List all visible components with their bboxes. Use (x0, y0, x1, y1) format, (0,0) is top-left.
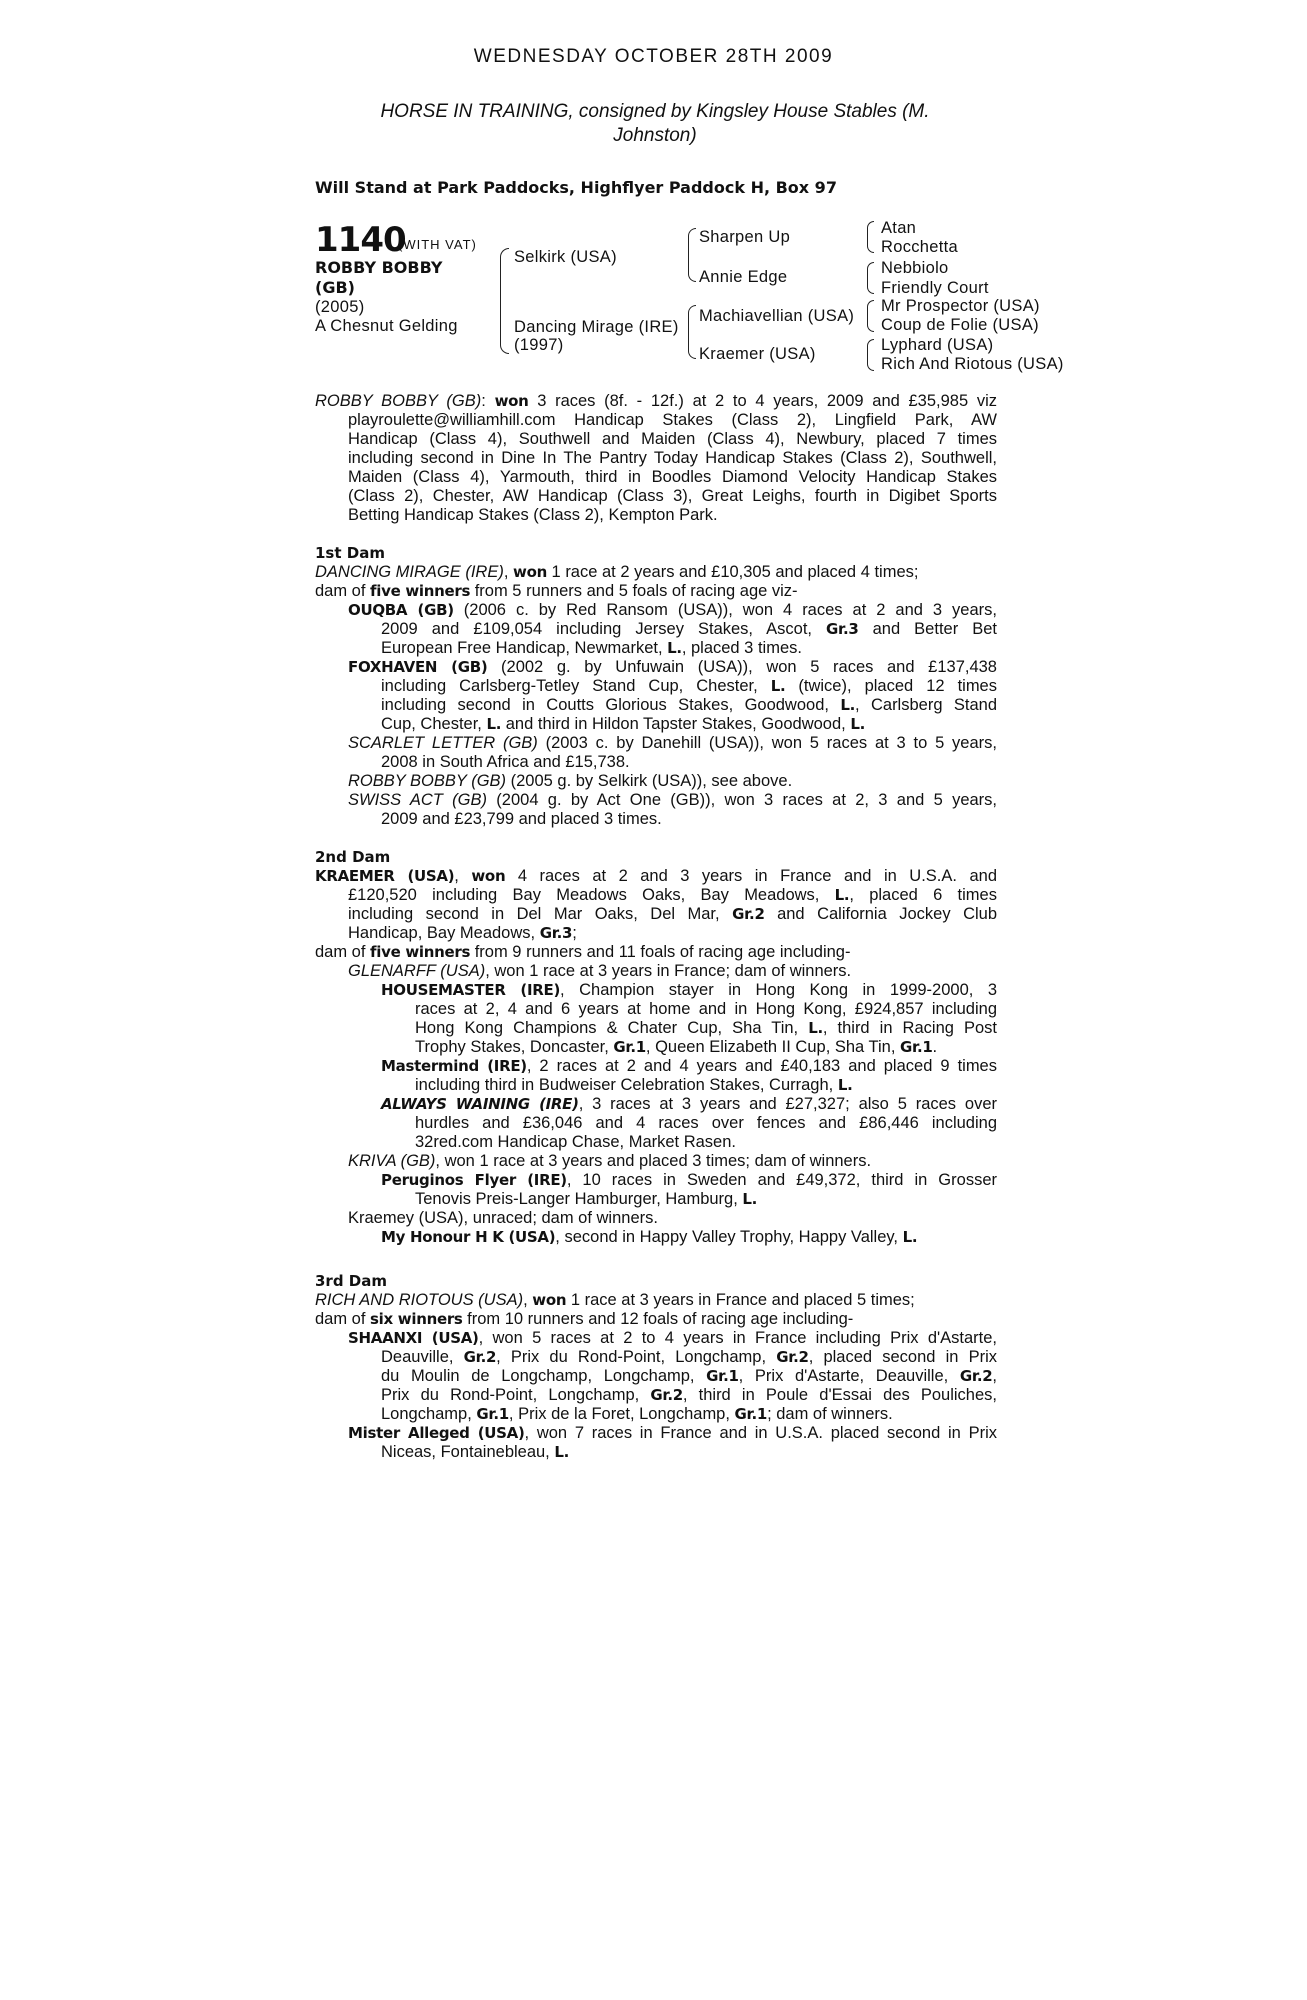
kraemey-line: Kraemey (USA), unraced; dam of winners. (348, 1209, 658, 1227)
always-waining-line-2: hurdles and £36,046 and 4 races over fences and £86,446 including (415, 1114, 997, 1132)
second-dam-won: won (471, 867, 506, 885)
race-record: ROBBY BOBBY (GB): won 3 races (8f. - 12f.) at 2 to 4 years, 2009 and £35,985 viz playroulette@williamhill.com Handicap Stakes (Class 2), Lingfield Park, AW Handicap (Class 4), Southwell and Maiden (Class 4), Newbury, placed 7 times including second in Dine In The Pantry Today Handicap Stakes (Class 2), Southwell, Maiden (Class 4), Yarmouth, third in Boodles Diamond Velocity Handicap Stakes (Class 2), Chester, AW Handicap (Class 3), Great Leighs, fourth in Digibet Sports Betting Handicap Stakes (Class 2), Kempton Park. (315, 392, 998, 524)
record-horse-name: ROBBY BOBBY (GB) (315, 392, 482, 410)
ouqba-line-2a: 2009 and £109,054 including Jersey Stakes, Ascot, (381, 620, 827, 638)
pedigree-sire: Selkirk (USA) (514, 248, 617, 266)
swiss-name: SWISS ACT (GB) (348, 791, 487, 809)
second-dam-damof-a: dam of (315, 943, 371, 961)
peruginos-line-2a: Tenovis Preis-Langer Hamburger, Hamburg, (415, 1190, 743, 1208)
robby-name: ROBBY BOBBY (GB) (348, 772, 507, 790)
always-waining-name: ALWAYS WAINING (IRE) (381, 1095, 579, 1113)
sale-date: WEDNESDAY OCTOBER 28TH 2009 (473, 46, 834, 67)
myhonour-name: My Honour H K (USA) (381, 1228, 556, 1246)
record-line-5: Maiden (Class 4), Yarmouth, third in Boodles Diamond Velocity Handicap Stakes (348, 468, 997, 486)
shaanxi-gr1-a: Gr.1 (706, 1367, 739, 1385)
shaanxi-gr1-c: Gr.1 (734, 1405, 768, 1423)
shaanxi-gr2-a: Gr.2 (463, 1348, 497, 1366)
pedigree-g1: Atan (881, 219, 917, 237)
pedigree-dam-dam: Kraemer (USA) (699, 345, 816, 363)
foxhaven-listed-3: L. (486, 715, 502, 733)
foxhaven-listed-4: L. (850, 715, 865, 733)
third-dam-won: won (532, 1291, 567, 1309)
shaanxi-gr1-b: Gr.1 (476, 1405, 509, 1423)
mastermind-name: Mastermind (IRE) (381, 1057, 527, 1075)
swiss-line-2: 2009 and £23,799 and placed 3 times. (381, 810, 662, 828)
pedigree-g3: Nebbiolo (881, 259, 949, 277)
shaanxi-line-3a: du Moulin de Longchamp, Longchamp, (381, 1367, 707, 1385)
kriva-name: KRIVA (GB) (348, 1152, 436, 1170)
always-waining-line-3: 32red.com Handicap Chase, Market Rasen. (415, 1133, 736, 1151)
housemaster-line-2: races at 2, 4 and 6 years at home and in Hong Kong, £924,857 including (415, 1000, 997, 1018)
scarlet-name: SCARLET LETTER (GB) (348, 734, 538, 752)
pedigree-dam-sire: Machiavellian (USA) (699, 307, 855, 325)
mastermind-line-1: , 2 races at 2 and 4 years and £40,183 and placed 9 times (526, 1057, 997, 1075)
second-dam-line-4b: ; (572, 924, 577, 942)
pedigree-g7: Lyphard (USA) (881, 336, 994, 354)
second-dam-line-2b: , placed 6 times (849, 886, 997, 904)
ouqba-line-2b: and Better Bet (858, 620, 998, 638)
third-dam-winners: six winners (370, 1310, 463, 1328)
mister-alleged-line-1: , won 7 races in France and in U.S.A. placed second in Prix (524, 1424, 997, 1442)
ouqba-line-1: (2006 c. by Red Ransom (USA)), won 4 races at 2 and 3 years, (453, 601, 997, 619)
second-dam-damof-b: from 9 runners and 11 foals of racing age including- (470, 943, 851, 961)
foxhaven-line-1: (2002 g. by Unfuwain (USA)), won 5 races and £137,438 (487, 658, 997, 676)
ouqba-gr3: Gr.3 (826, 620, 859, 638)
housemaster-line-3a: Hong Kong Champions & Chater Cup, Sha Tin, (415, 1019, 809, 1037)
shaanxi-line-5a: Longchamp, (381, 1405, 477, 1423)
housemaster-line-1: , Champion stayer in Hong Kong in 1999-2000, 3 (560, 981, 997, 999)
vat-note: (WITH VAT) (398, 237, 477, 252)
pedigree-g8: Rich And Riotous (USA) (881, 355, 1064, 373)
horse-country: (GB) (315, 278, 355, 297)
mister-alleged-listed: L. (554, 1443, 570, 1461)
record-won: won (494, 392, 529, 410)
shaanxi-line-1: , won 5 races at 2 to 4 years in France including Prix d'Astarte, (478, 1329, 997, 1347)
pedigree-dam: Dancing Mirage (IRE) (514, 318, 679, 336)
shaanxi-gr2-d: Gr.2 (650, 1386, 683, 1404)
record-line-2: playroulette@williamhill.com Handicap Stakes (Class 2), Lingfield Park, AW (348, 411, 997, 429)
foxhaven-name: FOXHAVEN (GB) (348, 658, 488, 676)
shaanxi-line-2c: , placed second in Prix (808, 1348, 997, 1366)
pedigree-brace-1 (500, 248, 509, 354)
third-dam-damof-b: from 10 runners and 12 foals of racing age including- (462, 1310, 854, 1328)
ouqba-name: OUQBA (GB) (348, 601, 454, 619)
third-dam-heading: 3rd Dam (315, 1272, 387, 1290)
first-dam-damof-b: from 5 runners and 5 foals of racing age viz- (470, 582, 798, 600)
first-dam-damof-a: dam of (315, 582, 371, 600)
pedigree-g4: Friendly Court (881, 279, 989, 297)
shaanxi-gr2-b: Gr.2 (776, 1348, 809, 1366)
housemaster-name: HOUSEMASTER (IRE) (381, 981, 561, 999)
shaanxi-line-3c: , (992, 1367, 997, 1385)
pedigree-brace-2 (688, 228, 696, 282)
pedigree-brace-7 (867, 339, 874, 371)
record-line-4: including second in Dine In The Pantry Today Handicap Stakes (Class 2), Southwell, (348, 449, 997, 467)
pedigree-dam-year: (1997) (514, 336, 564, 354)
mastermind-line-2a: including third in Budweiser Celebration Stakes, Curragh, (415, 1076, 838, 1094)
second-dam-gr3: Gr.3 (539, 924, 573, 942)
consignor-line (300, 100, 1010, 148)
first-dam-heading: 1st Dam (315, 544, 385, 562)
consignor-text-2: Johnston) (613, 125, 697, 146)
second-dam-line-3b: and California Jockey Club (764, 905, 997, 923)
myhonour-line-1: , second in Happy Valley Trophy, Happy Valley, (555, 1228, 903, 1246)
pedigree-brace-4 (867, 221, 874, 253)
second-dam-line-2a: £120,520 including Bay Meadows Oaks, Bay Meadows, (348, 886, 835, 904)
glenarff-line-1: , won 1 race at 3 years in France; dam of winners. (485, 962, 852, 980)
second-dam-line-1: 4 races at 2 and 3 years in France and in U.S.A. and (505, 867, 997, 885)
lot-number: 1140 (315, 220, 406, 260)
consignor-text-1: HORSE IN TRAINING, consigned by Kingsley House Stables (M. (380, 101, 930, 122)
swiss-line-1: (2004 g. by Act One (GB)), won 3 races at 2, 3 and 5 years, (487, 791, 998, 809)
housemaster-gr1-a: Gr.1 (613, 1038, 646, 1056)
mister-alleged-line-2a: Niceas, Fontainebleau, (381, 1443, 555, 1461)
record-line-7: Betting Handicap Stakes (Class 2), Kempton Park. (348, 506, 718, 524)
second-dam-heading: 2nd Dam (315, 848, 391, 866)
shaanxi-line-5c: ; dam of winners. (767, 1405, 893, 1423)
foxhaven-line-4b: and third in Hildon Tapster Stakes, Goodwood, (501, 715, 851, 733)
second-dam-listed: L. (834, 886, 850, 904)
first-dam-line-1: 1 race at 2 years and £10,305 and placed 4 times; (546, 563, 919, 581)
housemaster-line-4a: Trophy Stakes, Doncaster, (415, 1038, 614, 1056)
second-dam-name: KRAEMER (USA) (315, 867, 455, 885)
foxhaven-line-2b: (twice), placed 12 times (785, 677, 997, 695)
second-dam-line-4a: Handicap, Bay Meadows, (348, 924, 540, 942)
peruginos-listed: L. (742, 1190, 758, 1208)
housemaster-line-4b: , Queen Elizabeth II Cup, Sha Tin, (645, 1038, 900, 1056)
housemaster-line-3b: , third in Racing Post (822, 1019, 997, 1037)
foxhaven-line-3b: , Carlsberg Stand (855, 696, 997, 714)
horse-description: A Chesnut Gelding (315, 317, 458, 335)
second-dam-winners: five winners (370, 943, 471, 961)
second-dam-gr2: Gr.2 (732, 905, 765, 923)
scarlet-line-2: 2008 in South Africa and £15,738. (381, 753, 630, 771)
third-dam-section: 3rd Dam RICH AND RIOTOUS (USA), won 1 race at 3 years in France and placed 5 times; dam of six winners from 10 runners and 12 foals of racing age including- SHAANXI (USA), won 5 races at 2 to 4 years in France including Prix d'Astarte, Deauville, Gr.2, Prix du Rond-Point, Longchamp, Gr.2, placed second in Prix du Moulin de Longchamp, Longchamp, Gr.1, Prix d'Astarte, Deauville, Gr.2, Prix du Rond-Point, Longchamp, Gr.2, third in Poule d'Essai des Pouliches, Longchamp, Gr.1, Prix de la Foret, Longchamp, Gr.1; dam of winners. Mister Alleged (USA), won 7 races in France and in U.S.A. placed second in Prix Niceas, Fontainebleau, L. (315, 1272, 997, 1461)
third-dam-damof-a: dam of (315, 1310, 371, 1328)
shaanxi-line-4a: Prix du Rond-Point, Longchamp, (381, 1386, 651, 1404)
always-waining-line-1: , 3 races at 3 years and £27,327; also 5 races over (578, 1095, 997, 1113)
third-dam-line-1: 1 race at 3 years in France and placed 5 times; (566, 1291, 915, 1309)
pedigree-g2: Rocchetta (881, 238, 958, 256)
first-dam-name: DANCING MIRAGE (IRE) (315, 563, 504, 581)
shaanxi-line-3b: , Prix d'Astarte, Deauville, (738, 1367, 960, 1385)
shaanxi-line-5b: , Prix de la Foret, Longchamp, (508, 1405, 735, 1423)
shaanxi-line-2a: Deauville, (381, 1348, 464, 1366)
pedigree-brace-6 (867, 300, 874, 332)
pedigree-brace-5 (867, 262, 874, 294)
ouqba-line-3a: European Free Handicap, Newmarket, (381, 639, 668, 657)
foxhaven-line-4a: Cup, Chester, (381, 715, 487, 733)
shaanxi-line-2b: , Prix du Rond-Point, Longchamp, (496, 1348, 777, 1366)
record-line-3: Handicap (Class 4), Southwell and Maiden (Class 4), Newbury, placed 7 times (348, 430, 997, 448)
mastermind-listed: L. (837, 1076, 853, 1094)
peruginos-line-1: , 10 races in Sweden and £49,372, third in Grosser (566, 1171, 997, 1189)
shaanxi-gr2-c: Gr.2 (959, 1367, 993, 1385)
kriva-line-1: , won 1 race at 3 years and placed 3 times; dam of winners. (435, 1152, 872, 1170)
second-dam-section: 2nd Dam KRAEMER (USA), won 4 races at 2 and 3 years in France and in U.S.A. and £120,520 including Bay Meadows Oaks, Bay Meadows, L., placed 6 times including second in Del Mar Oaks, Del Mar, Gr.2 and California Jockey Club Handicap, Bay Meadows, Gr.3; dam of five winners from 9 runners and 11 foals of racing age including- GLENARFF (USA), won 1 race at 3 years in France; dam of winners. HOUSEMASTER (IRE), Champion stayer in Hong Kong in 1999-2000, 3 races at 2, 4 and 6 years at home and in Hong Kong, £924,857 including Hong Kong Champions & Chater Cup, Sha Tin, L., third in Racing Post Trophy Stakes, Doncaster, Gr.1, Queen Elizabeth II Cup, Sha Tin, Gr.1. Mastermind (IRE), 2 races at 2 and 4 years and £40,183 and placed 9 times including third in Budweiser Celebration Stakes, Curragh, L. ALWAYS WAINING (IRE), 3 races at 3 years and £27,327; also 5 races over hurdles and £36,046 and 4 races over fences and £86,446 including 32red.com Handicap Chase, Market Rasen. KRIVA (GB), won 1 race at 3 years and placed 3 times; dam of winners. Peruginos Flyer (IRE), 10 races in Sweden and £49,372, third in Grosser Tenovis Preis-Langer Hamburger, Hamburg, L. Kraemey (USA), unraced; dam of winners. My Honour H K (USA), second in Happy Valley Trophy, Happy Valley, L. (315, 848, 997, 1246)
pedigree-g5: Mr Prospector (USA) (881, 297, 1040, 315)
scarlet-line-1: (2003 c. by Danehill (USA)), won 5 races at 3 to 5 years, (537, 734, 997, 752)
housemaster-listed: L. (808, 1019, 823, 1037)
myhonour-listed: L. (902, 1228, 918, 1246)
first-dam-section: 1st Dam DANCING MIRAGE (IRE), won 1 race at 2 years and £10,305 and placed 4 times; dam of five winners from 5 runners and 5 foals of racing age viz- OUQBA (GB) (2006 c. by Red Ransom (USA)), won 4 races at 2 and 3 years, 2009 and £109,054 including Jersey Stakes, Ascot, Gr.3 and Better Bet European Free Handicap, Newmarket, L., placed 3 times. FOXHAVEN (GB) (2002 g. by Unfuwain (USA)), won 5 races and £137,438 including Carlsberg-Tetley Stand Cup, Chester, L. (twice), placed 12 times including second in Coutts Glorious Stakes, Goodwood, L., Carlsberg Stand Cup, Chester, L. and third in Hildon Tapster Stakes, Goodwood, L. SCARLET LETTER (GB) (2003 c. by Danehill (USA)), won 5 races at 3 to 5 years, 2008 in South Africa and £15,738. ROBBY BOBBY (GB) (2005 g. by Selkirk (USA)), see above. SWISS ACT (GB) (2004 g. by Act One (GB)), won 3 races at 2, 3 and 5 years, 2009 and £23,799 and placed 3 times. (315, 544, 998, 828)
stand-location: Will Stand at Park Paddocks, Highflyer Paddock H, Box 97 (315, 178, 837, 197)
shaanxi-name: SHAANXI (USA) (348, 1329, 479, 1347)
first-dam-winners: five winners (370, 582, 471, 600)
shaanxi-line-4b: , third in Poule d'Essai des Pouliches, (682, 1386, 997, 1404)
horse-year: (2005) (315, 298, 365, 316)
pedigree-brace-3 (688, 305, 696, 359)
pedigree-g6: Coup de Folie (USA) (881, 316, 1039, 334)
peruginos-name: Peruginos Flyer (IRE) (381, 1171, 567, 1189)
second-dam-line-3a: including second in Del Mar Oaks, Del Mar, (348, 905, 733, 923)
horse-name: ROBBY BOBBY (315, 258, 443, 277)
pedigree-sire-dam: Annie Edge (699, 268, 788, 286)
foxhaven-listed-2: L. (840, 696, 856, 714)
record-line-1: 3 races (8f. - 12f.) at 2 to 4 years, 2009 and £35,985 viz (528, 392, 998, 410)
first-dam-won: won (513, 563, 547, 581)
robby-line-1: (2005 g. by Selkirk (USA)), see above. (506, 772, 793, 790)
foxhaven-listed-1: L. (770, 677, 786, 695)
record-line-6: (Class 2), Chester, AW Handicap (Class 3), Great Leighs, fourth in Digibet Sports (348, 487, 997, 505)
ouqba-line-3b: , placed 3 times. (681, 639, 802, 657)
third-dam-name: RICH AND RIOTOUS (USA) (315, 1291, 524, 1309)
foxhaven-line-2a: including Carlsberg-Tetley Stand Cup, Chester, (381, 677, 771, 695)
foxhaven-line-3a: including second in Coutts Glorious Stakes, Goodwood, (381, 696, 841, 714)
mister-alleged-name: Mister Alleged (USA) (348, 1424, 525, 1442)
glenarff-name: GLENARFF (USA) (348, 962, 486, 980)
housemaster-gr1-b: Gr.1 (900, 1038, 933, 1056)
pedigree-sire-sire: Sharpen Up (699, 228, 791, 246)
ouqba-listed: L. (667, 639, 682, 657)
